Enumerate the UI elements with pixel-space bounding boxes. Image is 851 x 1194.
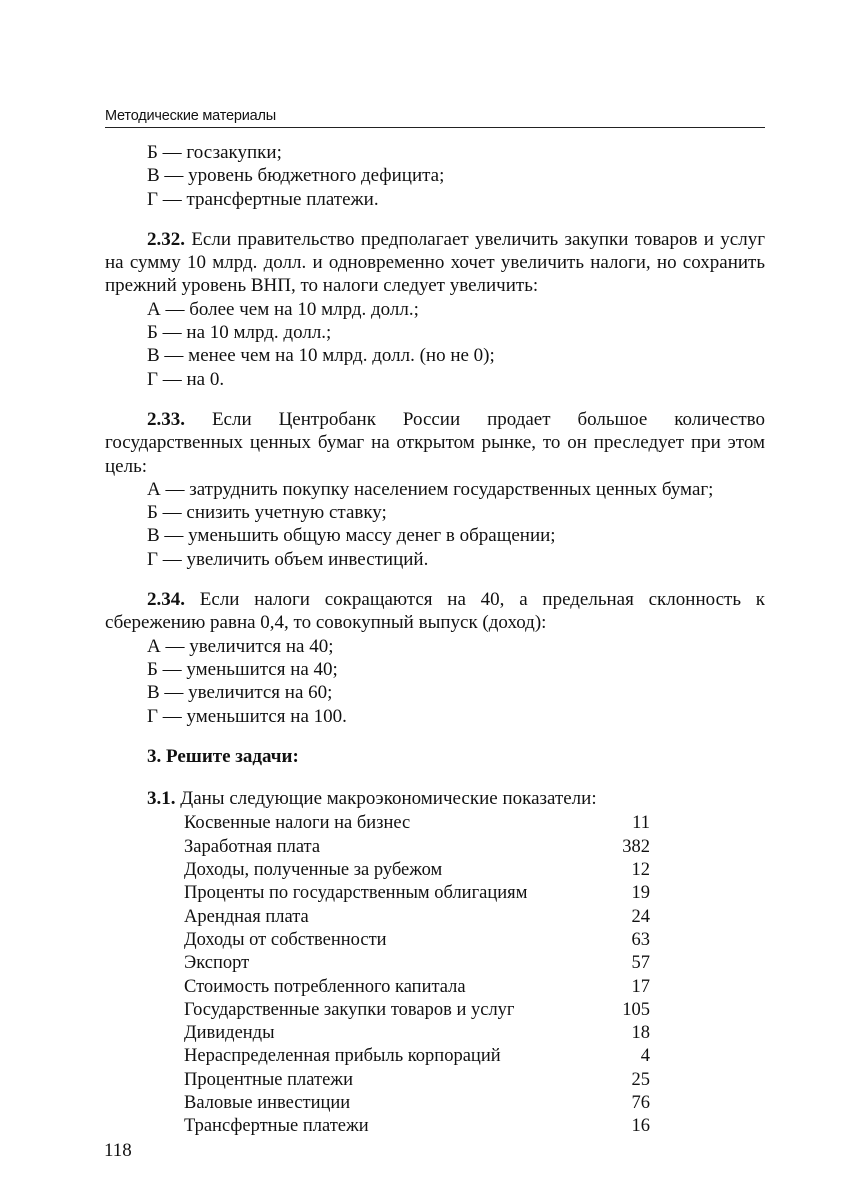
answer-option: В — уменьшить общую массу денег в обращении;: [147, 525, 556, 547]
running-header: Методические материалы: [105, 106, 765, 128]
indicator-label: Арендная плата: [184, 906, 309, 927]
indicator-value: 63: [631, 929, 650, 950]
question-text: 2.32. Если правительство предполагает увеличить закупки товаров и услуг на сумму 10 млрд. долл. и одновременно хочет увеличить налоги, но сохранить прежний уровень ВНП, то налоги следует увеличить:: [105, 228, 765, 297]
indicator-value: 57: [631, 953, 650, 974]
prev-question-options: [105, 141, 765, 211]
indicator-label: Стоимость потребленного капитала: [184, 976, 466, 997]
answer-option: Г — трансфертные платежи.: [147, 188, 379, 210]
answer-option: Г — увеличить объем инвестиций.: [147, 548, 429, 570]
indicator-value: 19: [631, 883, 650, 904]
question-number: 2.33.: [147, 408, 185, 430]
question-number: 2.32.: [147, 228, 185, 250]
answer-option: Б — снизить учетную ставку;: [147, 502, 387, 524]
indicator-value: 17: [631, 976, 650, 997]
indicator-value: 76: [631, 1092, 650, 1113]
indicator-label: Доходы, полученные за рубежом: [184, 860, 443, 881]
table-row: [184, 1092, 650, 1115]
section-heading: 3. Решите задачи:: [147, 745, 299, 767]
table-row: [184, 999, 650, 1022]
answer-option: Б — на 10 млрд. долл.;: [147, 322, 332, 344]
answer-option: Б — госзакупки;: [147, 142, 282, 163]
indicator-label: Заработная плата: [184, 836, 321, 857]
indicator-label: Трансфертные платежи: [184, 1116, 369, 1137]
indicator-value: 12: [631, 860, 650, 881]
indicator-value: 16: [631, 1116, 650, 1137]
task-text: 3.1. Даны следующие макроэкономические показатели:: [147, 788, 597, 810]
document-page: [105, 106, 765, 1139]
answer-option: Б — уменьшится на 40;: [147, 658, 338, 680]
table-row: [184, 929, 650, 952]
page-number: 118: [104, 1140, 132, 1161]
indicator-label: Дивиденды: [184, 1023, 275, 1044]
indicator-label: Валовые инвестиции: [184, 1092, 351, 1113]
indicator-label: Проценты по государственным облигациям: [184, 883, 528, 904]
question-2-34: [105, 588, 765, 728]
question-2-32: [105, 228, 765, 391]
table-row: [184, 976, 650, 999]
indicator-label: Нераспределенная прибыль корпораций: [184, 1046, 501, 1067]
indicator-value: 24: [631, 906, 650, 927]
table-row: [184, 1045, 650, 1068]
answer-option: В — уровень бюджетного дефицита;: [147, 165, 445, 187]
indicator-value: 105: [622, 999, 650, 1020]
answer-option: Г — уменьшится на 100.: [147, 705, 347, 727]
indicator-label: Доходы от собственности: [184, 929, 387, 950]
table-row: [184, 1115, 650, 1138]
table-row: [184, 952, 650, 975]
table-row: [184, 812, 650, 835]
table-row: [184, 882, 650, 905]
indicator-value: 382: [622, 836, 650, 857]
task-number: 3.1.: [147, 788, 176, 810]
answer-option: А — более чем на 10 млрд. долл.;: [147, 298, 419, 320]
answer-option: Г — на 0.: [147, 368, 225, 390]
table-row: [184, 1022, 650, 1045]
indicator-value: 11: [632, 813, 650, 834]
indicator-label: Процентные платежи: [184, 1069, 353, 1090]
indicator-value: 25: [631, 1069, 650, 1090]
question-2-33: [105, 408, 765, 571]
question-number: 2.34.: [147, 589, 185, 611]
answer-option: А — затруднить покупку населением государственных ценных бумаг;: [147, 478, 714, 500]
answer-option: В — менее чем на 10 млрд. долл. (но не 0);: [147, 345, 495, 367]
page-content: [105, 128, 765, 1139]
indicator-label: Экспорт: [184, 953, 250, 974]
table-row: [184, 906, 650, 929]
table-row: [184, 1069, 650, 1092]
answer-option: В — увеличится на 60;: [147, 682, 333, 704]
question-text: 2.33. Если Центробанк России продает большое количество государственных ценных бумаг на открытом рынке, то он преследует при этом цель:: [105, 408, 765, 477]
task-3-1: [105, 787, 765, 1138]
question-text: 2.34. Если налоги сокращаются на 40, а предельная склонность к сбережению равна 0,4, то совокупный выпуск (доход):: [105, 589, 765, 634]
answer-option: А — увеличится на 40;: [147, 635, 334, 657]
indicator-label: Государственные закупки товаров и услуг: [184, 999, 515, 1020]
indicator-value: 4: [640, 1046, 650, 1067]
indicators-table: [184, 812, 650, 1138]
table-row: [184, 836, 650, 859]
table-row: [184, 859, 650, 882]
indicator-value: 18: [631, 1023, 650, 1044]
indicator-label: Косвенные налоги на бизнес: [184, 813, 411, 834]
